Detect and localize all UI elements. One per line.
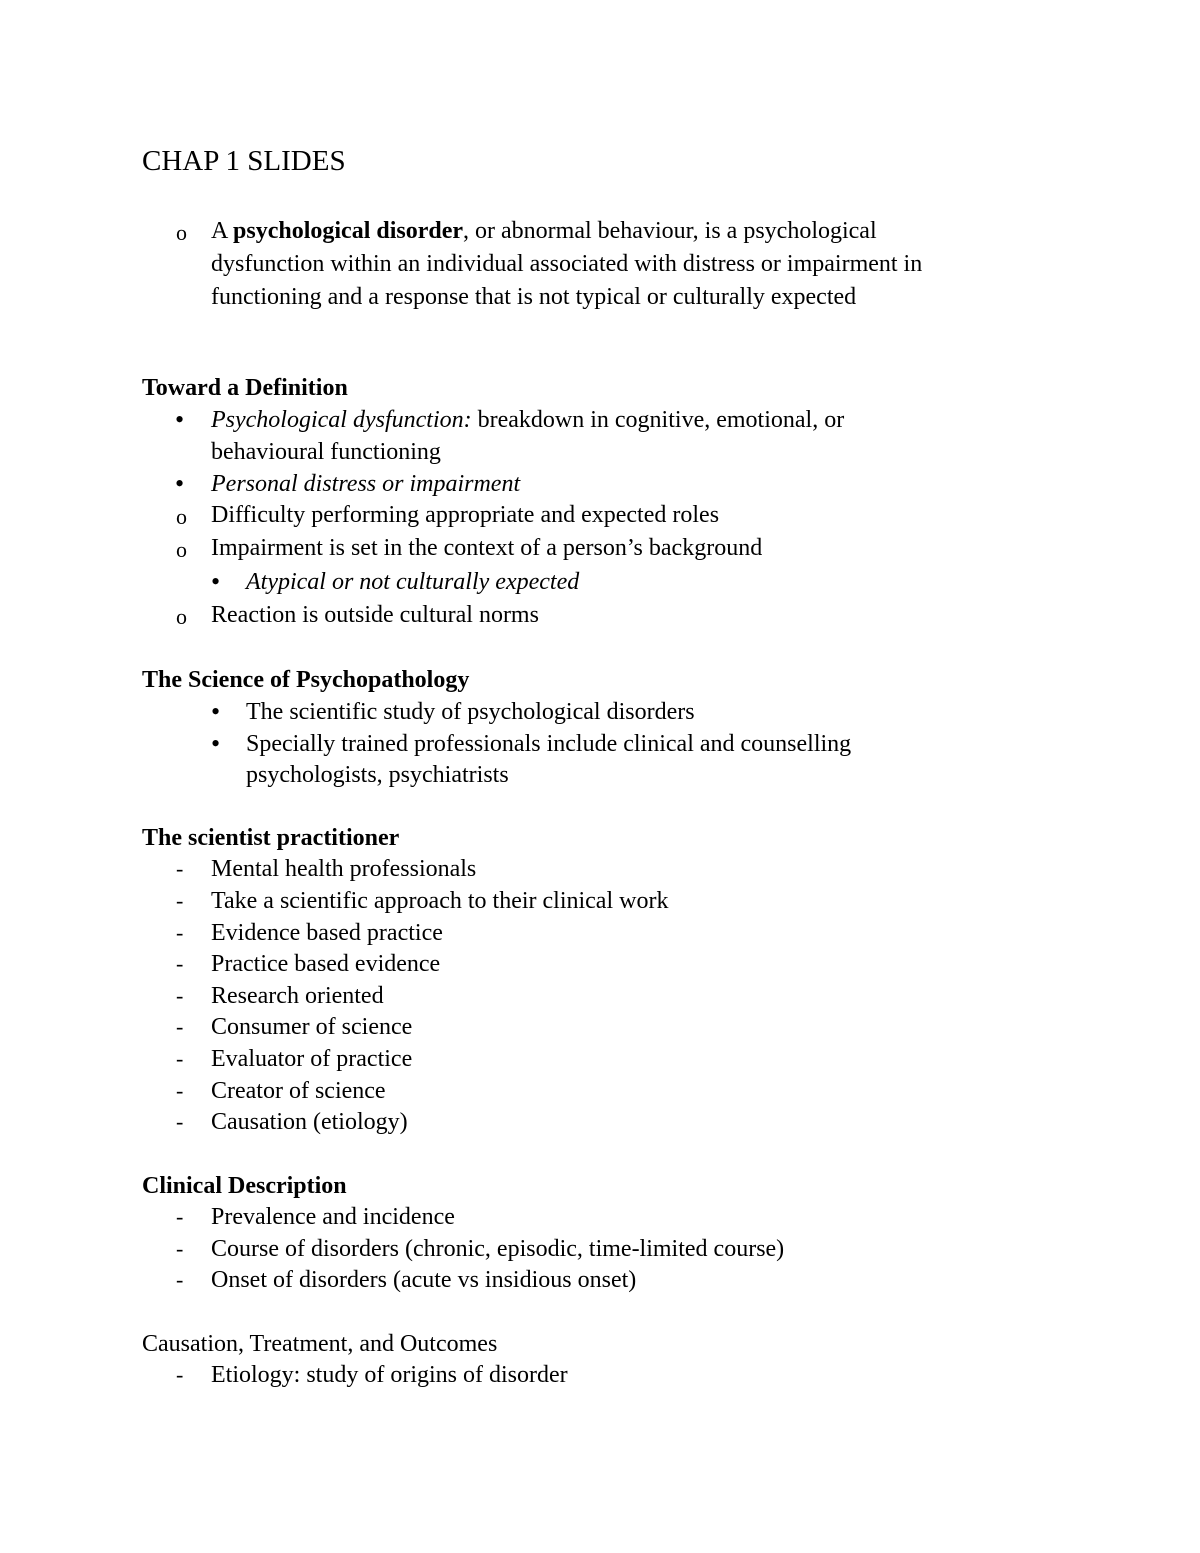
circle-bullet-icon: o	[176, 604, 187, 629]
practitioner-item: Evidence based practice	[211, 920, 443, 946]
page-title: CHAP 1 SLIDES	[142, 145, 346, 177]
clinical-item: Course of disorders (chronic, episodic, time-limited course)	[211, 1236, 785, 1262]
practitioner-item: Causation (etiology)	[211, 1109, 408, 1135]
definition-item-2: Personal distress or impairment	[211, 471, 521, 497]
circle-bullet-icon: o	[176, 537, 187, 562]
definition-item-1	[211, 408, 844, 432]
intro-prefix: A	[211, 218, 234, 244]
section-heading-clinical-description: Clinical Description	[142, 1173, 347, 1199]
clinical-item: Onset of disorders (acute vs insidious onset)	[211, 1267, 637, 1293]
dash-bullet-icon: -	[176, 951, 184, 976]
practitioner-item: Mental health professionals	[211, 856, 477, 882]
dash-bullet-icon: -	[176, 1267, 184, 1292]
definition-term: Psychological dysfunction:	[211, 407, 472, 433]
causation-item: Etiology: study of origins of disorder	[211, 1362, 568, 1388]
definition-item-1-cont: behavioural functioning	[211, 439, 441, 465]
bullet-icon: •	[211, 567, 221, 596]
section-heading-toward-definition: Toward a Definition	[142, 375, 348, 401]
section-heading-causation: Causation, Treatment, and Outcomes	[142, 1331, 498, 1357]
intro-rest: , or abnormal behaviour, is a psychological	[463, 218, 877, 244]
dash-bullet-icon: -	[176, 1109, 184, 1134]
circle-bullet-icon: o	[176, 504, 187, 529]
definition-item-5: Reaction is outside cultural norms	[211, 602, 539, 628]
dash-bullet-icon: -	[176, 1014, 184, 1039]
bullet-icon: •	[175, 405, 185, 434]
practitioner-item: Creator of science	[211, 1078, 386, 1104]
bullet-icon: •	[211, 729, 221, 758]
intro-line-2: dysfunction within an individual associated with distress or impairment in	[211, 251, 923, 277]
science-item-1: The scientific study of psychological disorders	[246, 699, 695, 725]
clinical-item: Prevalence and incidence	[211, 1204, 455, 1230]
dash-bullet-icon: -	[176, 920, 184, 945]
section-heading-scientist-practitioner: The scientist practitioner	[142, 825, 400, 851]
practitioner-item: Take a scientific approach to their clinical work	[211, 888, 669, 914]
dash-bullet-icon: -	[176, 1046, 184, 1071]
definition-item-3: Difficulty performing appropriate and expected roles	[211, 502, 720, 528]
section-heading-science: The Science of Psychopathology	[142, 667, 470, 693]
dash-bullet-icon: -	[176, 1204, 184, 1229]
dash-bullet-icon: -	[176, 1078, 184, 1103]
dash-bullet-icon: -	[176, 1236, 184, 1261]
intro-line-1	[211, 219, 877, 243]
bullet-icon: •	[211, 697, 221, 726]
definition-text: breakdown in cognitive, emotional, or	[471, 407, 845, 433]
definition-item-4: Impairment is set in the context of a person’s background	[211, 535, 763, 561]
intro-term: psychological disorder	[233, 218, 464, 244]
dash-bullet-icon: -	[176, 888, 184, 913]
intro-line-3: functioning and a response that is not typical or culturally expected	[211, 284, 857, 310]
dash-bullet-icon: -	[176, 856, 184, 881]
dash-bullet-icon: -	[176, 1362, 184, 1387]
bullet-icon: •	[175, 469, 185, 498]
practitioner-item: Consumer of science	[211, 1014, 413, 1040]
dash-bullet-icon: -	[176, 983, 184, 1008]
practitioner-item: Research oriented	[211, 983, 384, 1009]
science-item-2-cont: psychologists, psychiatrists	[246, 762, 509, 788]
practitioner-item: Practice based evidence	[211, 951, 441, 977]
circle-bullet-icon: o	[176, 220, 187, 245]
science-item-2: Specially trained professionals include clinical and counselling	[246, 731, 852, 757]
definition-item-4-sub: Atypical or not culturally expected	[246, 569, 580, 595]
practitioner-item: Evaluator of practice	[211, 1046, 413, 1072]
